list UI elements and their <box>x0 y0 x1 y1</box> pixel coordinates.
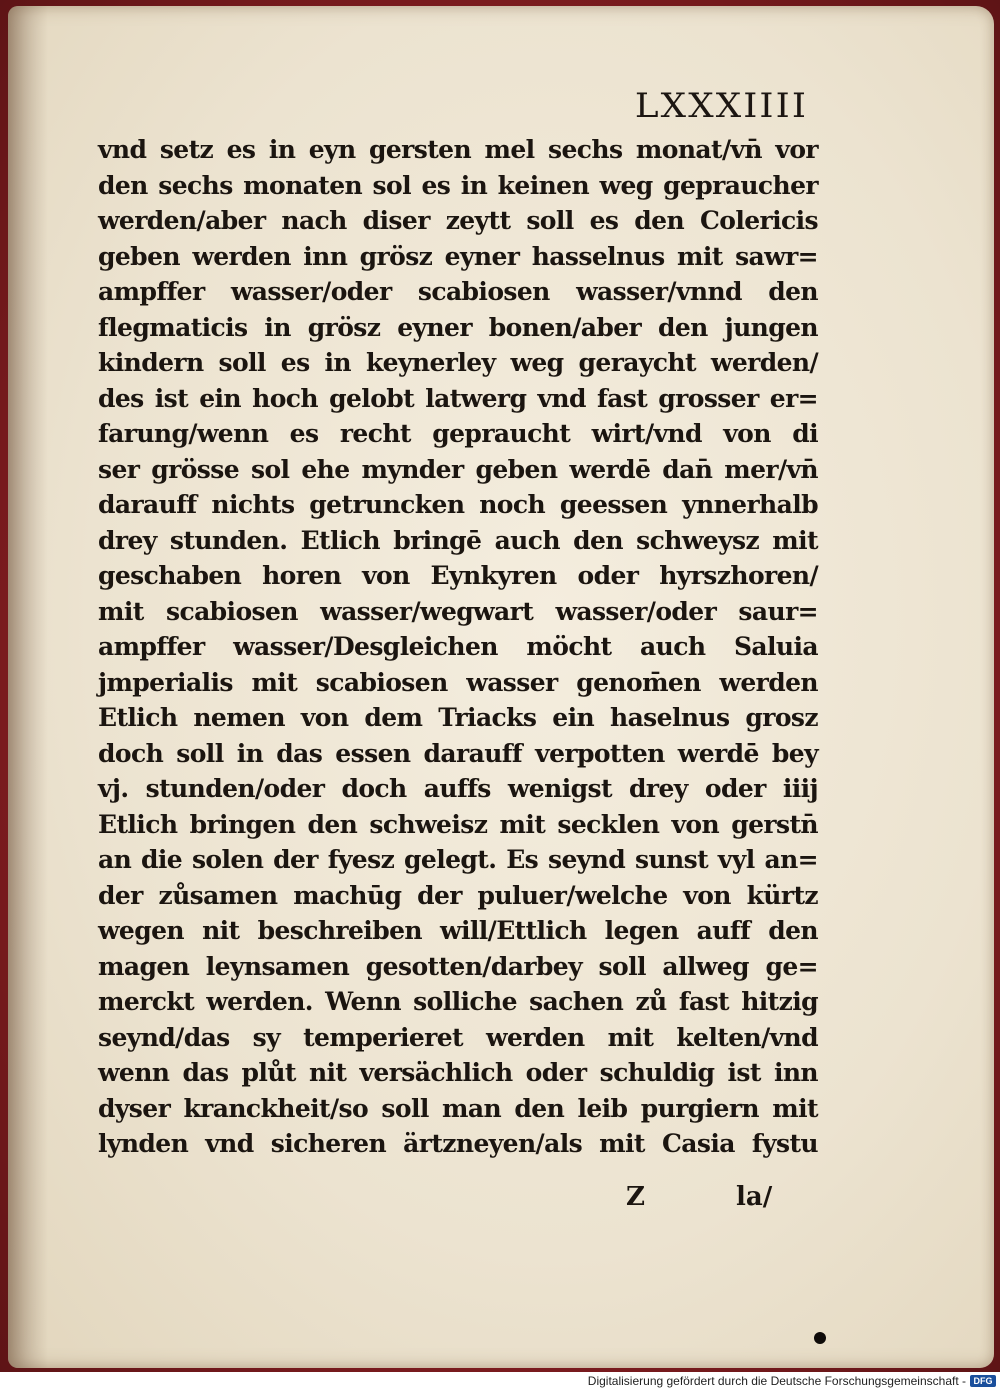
text-line: werden/aber nach diser zeytt soll es den Colericis <box>98 206 818 235</box>
text-line: wegen nit beschreiben will/Ettlich legen auff den <box>98 916 818 945</box>
text-line: ampffer wasser/oder scabiosen wasser/vnnd den <box>98 277 818 306</box>
text-line: dyser kranckheit/so soll man den leib purgiern mit <box>98 1093 818 1123</box>
text-line: wenn das plůt nit versächlich oder schuldig ist inn <box>98 1058 818 1087</box>
text-line: flegmaticis in grösz eyner bonen/aber den jungen <box>98 312 818 342</box>
text-line: Etlich nemen von dem Triacks ein haselnus grosz <box>98 703 818 732</box>
funding-notice-bar <box>0 1372 1000 1390</box>
text-line: an die solen der fyesz gelegt. Es seynd sunst vyl an= <box>98 845 818 874</box>
text-line: vj. stunden/oder doch auffs wenigst drey oder iiij <box>98 774 818 803</box>
book-page <box>8 6 994 1368</box>
dfg-logo: DFG <box>970 1375 996 1387</box>
text-line: den sechs monaten sol es in keinen weg gepraucher <box>98 170 818 200</box>
text-line: geben werden inn grösz eyner hasselnus mit sawr= <box>98 241 818 271</box>
text-line: ampffer wasser/Desgleichen möcht auch Saluia <box>98 632 818 661</box>
text-block <box>98 132 818 1162</box>
funding-notice: Digitalisierung gefördert durch die Deutsche Forschungsgemeinschaft - <box>587 1374 966 1388</box>
text-line: jmperialis mit scabiosen wasser genom̄en werden <box>98 667 818 697</box>
text-line: darauff nichts getruncken noch geessen ynnerhalb <box>98 490 818 519</box>
text-line: vnd setz es in eyn gersten mel sechs monat/vn̄ vor <box>98 135 818 164</box>
folio-number: LXXXIIII <box>634 86 809 126</box>
text-line: Etlich bringen den schweisz mit secklen von gerstn̄ <box>98 809 818 839</box>
text-line: des ist ein hoch gelobt latwerg vnd fast grosser er= <box>98 383 818 413</box>
text-line: seynd/das sy temperieret werden mit kelten/vnd <box>98 1022 818 1052</box>
text-line: doch soll in das essen darauff verpotten werdē bey <box>98 738 818 768</box>
text-line: drey stunden. Etlich bringē auch den schweysz mit <box>98 525 818 555</box>
text-line: mit scabiosen wasser/wegwart wasser/oder saur= <box>98 596 818 626</box>
text-line: geschaben horen von Eynkyren oder hyrszhoren/ <box>98 561 818 590</box>
signature-mark: Z <box>626 1182 645 1212</box>
text-line: magen leynsamen gesotten/darbey soll allweg ge= <box>98 951 818 981</box>
page-footer <box>608 1182 828 1222</box>
catchword: la/ <box>736 1182 773 1212</box>
text-line: der zůsamen machūg der puluer/welche von kürtz <box>98 880 818 910</box>
text-line: kindern soll es in keynerley weg geraycht werden/ <box>98 348 818 377</box>
text-line: ser grösse sol ehe mynder geben werdē dan̄ mer/vn̄ <box>98 454 818 484</box>
text-line: lynden vnd sicheren ärtzneyen/als mit Casia fystu <box>98 1129 818 1158</box>
text-line: farung/wenn es recht gepraucht wirt/vnd von di <box>98 419 818 448</box>
ink-spot <box>814 1332 826 1344</box>
text-line: merckt werden. Wenn solliche sachen zů fast hitzig <box>98 987 818 1016</box>
